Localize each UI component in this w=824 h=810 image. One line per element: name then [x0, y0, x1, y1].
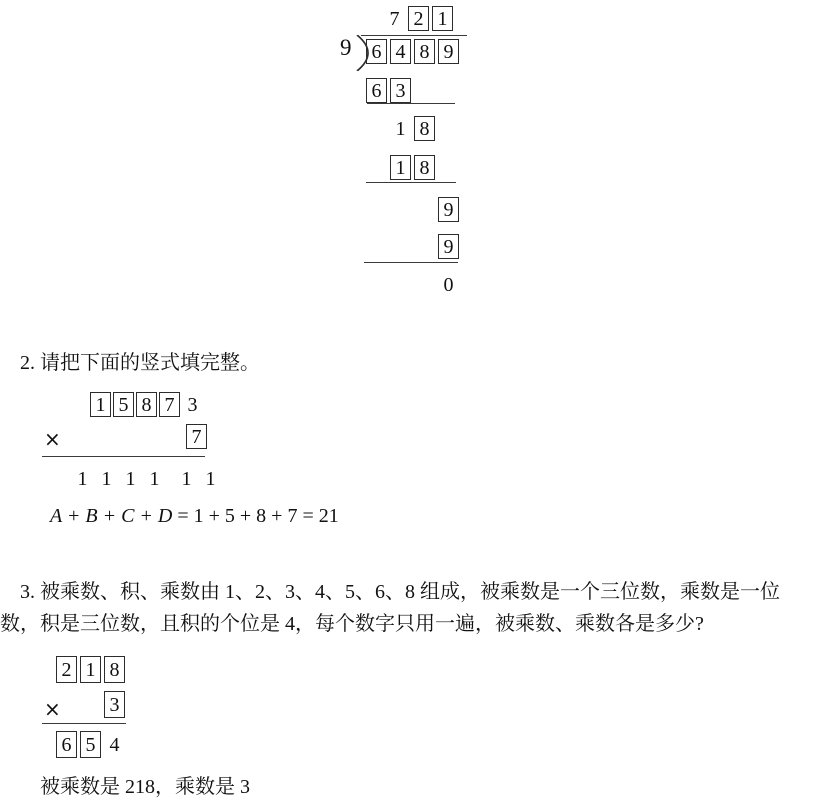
- problem3-statement-line2: 数，积是三位数，且积的个位是 4，每个数字只用一遍，被乘数、乘数各是多少?: [0, 613, 704, 635]
- multiply-sign: ×: [44, 697, 61, 721]
- boxed-digit-5: 5: [113, 392, 134, 417]
- division-step-18-bring-down: [390, 116, 435, 141]
- boxed-digit-6: 6: [366, 39, 387, 64]
- problem3-product-rule: [42, 723, 126, 724]
- division-step-63: [366, 78, 411, 103]
- boxed-digit-3: 3: [104, 691, 125, 718]
- digit-7: 7: [389, 7, 400, 30]
- boxed-digit-9: 9: [438, 39, 459, 64]
- boxed-digit-1: 1: [432, 6, 453, 31]
- boxed-digit-1: 1: [90, 392, 111, 417]
- division-step-9-bring-down: [438, 197, 459, 222]
- division-underline-2: [366, 182, 456, 183]
- problem2-multiplicand-row: [90, 392, 203, 417]
- boxed-digit-2: 2: [408, 6, 429, 31]
- problem3-multiplier-row: [104, 691, 125, 718]
- multiply-sign: ×: [44, 427, 61, 451]
- boxed-digit-2: 2: [56, 656, 77, 683]
- boxed-digit-5: 5: [80, 731, 101, 758]
- digit-1: 1: [101, 467, 112, 490]
- problem3-multiplicand-row: [56, 656, 125, 683]
- division-underline-3: [364, 262, 458, 263]
- digit-1: 1: [395, 117, 406, 140]
- boxed-digit-6: 6: [366, 78, 387, 103]
- division-remainder-row: [438, 272, 459, 297]
- division-divisor: 9: [340, 35, 352, 60]
- boxed-digit-7: 7: [159, 392, 180, 417]
- digit-3: 3: [187, 393, 198, 416]
- digit-1: 1: [77, 467, 88, 490]
- problem2-multiplier-row: [186, 424, 207, 449]
- problem2-product-row: [72, 466, 221, 491]
- boxed-digit-8: 8: [414, 116, 435, 141]
- division-dividend-row: [366, 39, 459, 64]
- boxed-digit-9: 9: [438, 234, 459, 259]
- digit-0: 0: [443, 273, 454, 296]
- boxed-digit-8: 8: [414, 39, 435, 64]
- problem3-answer: 被乘数是 218，乘数是 3: [40, 776, 250, 798]
- problem2-equation: [50, 505, 339, 528]
- equation-variables: A + B + C + D: [50, 505, 173, 527]
- equation-result: = 1 + 5 + 8 + 7 = 21: [172, 505, 339, 527]
- problem2-heading: 2. 请把下面的竖式填完整。: [20, 352, 260, 374]
- problem3-statement-line1: 3. 被乘数、积、乘数由 1、2、3、4、5、6、8 组成，被乘数是一个三位数，乘数是一位: [20, 581, 780, 603]
- digit-1: 1: [181, 467, 192, 490]
- digit-1: 1: [205, 467, 216, 490]
- division-underline-1: [367, 103, 455, 104]
- digit-1: 1: [125, 467, 136, 490]
- boxed-digit-1: 1: [80, 656, 101, 683]
- long-division-block: [340, 0, 500, 310]
- digit-1: 1: [149, 467, 160, 490]
- boxed-digit-3: 3: [390, 78, 411, 103]
- division-step-9-subtract: [438, 234, 459, 259]
- boxed-digit-6: 6: [56, 731, 77, 758]
- boxed-digit-8: 8: [414, 155, 435, 180]
- boxed-digit-4: 4: [390, 39, 411, 64]
- boxed-digit-8: 8: [104, 656, 125, 683]
- division-vinculum: [361, 35, 467, 36]
- problem3-product-row: [56, 731, 125, 758]
- division-quotient-row: [384, 6, 453, 31]
- division-step-18-subtract: [390, 155, 435, 180]
- boxed-digit-1: 1: [390, 155, 411, 180]
- boxed-digit-8: 8: [136, 392, 157, 417]
- problem2-product-rule: [42, 456, 205, 457]
- boxed-digit-7: 7: [186, 424, 207, 449]
- boxed-digit-9: 9: [438, 197, 459, 222]
- digit-4: 4: [109, 733, 120, 756]
